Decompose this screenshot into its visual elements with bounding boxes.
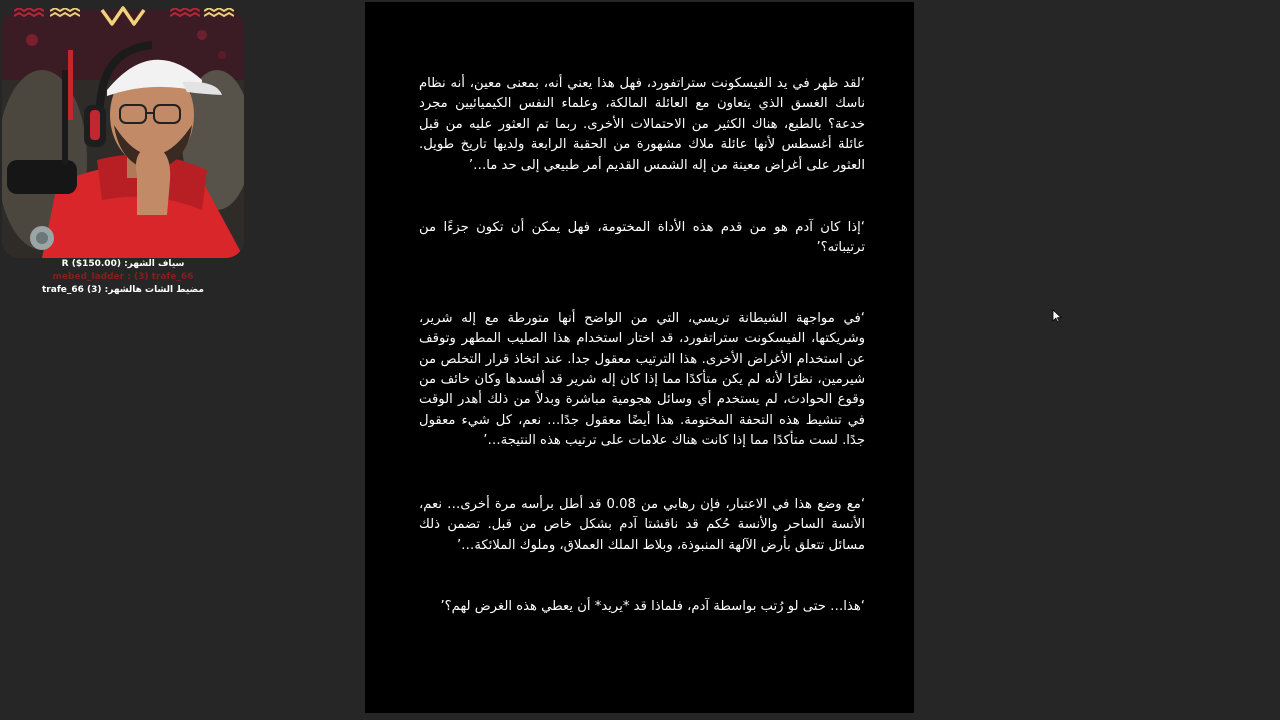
webcam-feed [2, 10, 244, 258]
document-page [365, 2, 914, 713]
crown-icon [100, 6, 146, 28]
stream-alerts [0, 258, 246, 318]
paragraph-1: ‘لقد ظهر في يد الفيسكونت ستراتفورد، فهل هذا يعني أنه، بمعنى معين، أنه نظام ناسك الغسق الذي يتعاون مع العائلة المالكة، وعلماء النفس الكيميائيين مجرد خدعة؟ بالطبع، هناك الكثير من الاحتمالات الأخرى. ربما تم العثور عليه من قبل عائلة أغسطس لأنها عائلة ملاك مشهورة من الحقبة الرابعة ولديها تاريخ طويل. العثور على أغراض معينة من إله الشمس القديم أمر طبيعي إلى حد ما…’ [419, 76, 865, 173]
zigzag-decoration-icon [50, 8, 80, 20]
top-donor-line: سياف الشهر: R ($150.00) [61, 259, 185, 269]
arrow-cursor-icon [1052, 309, 1062, 323]
top-chatter-line: مضيط الشات هالشهر: (3) trafe_66 [42, 285, 204, 295]
paragraph-4: ‘مع وضع هذا في الاعتبار، فإن رهابي من 0.08 قد أطل برأسه مرة أخرى… نعم، الأنسة الساحر والأنسة حُكم قد ناقشتا آدم بشكل خاص من قبل. تضمن ذلك مسائل تتعلق بأرض الآلهة المنبوذة، وبلاط الملك العملاق، وملوك الملائكة…’ [419, 496, 866, 553]
zigzag-decoration-icon [14, 8, 44, 20]
paragraph-5: ‘هذا… حتى لو رُتب بواسطة آدم، فلماذا قد *يريد* أن يعطي هذه الغرض لهم؟’ [440, 598, 865, 614]
paragraph-3: ‘في مواجهة الشيطانة تريسي، التي من الواضح أنها متورطة مع إله شرير، وشريكتها، الفيسكونت ستراتفورد، قد اختار استخدام هذا الصليب المطهر وتوقف عن استخدام الأغراض الأخرى. هذا الترتيب معقول جدا. عند اتخاذ قرار التخلص من شيرمين، نظرًا لأنه لم يكن متأكدًا مما إذا كان إله شرير قد أفسدها وكان خائف من وقوع الحوادث، لم يستخدم أي وسائل هجومية مباشرة وبدلاً من ذلك أهدر الوقت في تنشيط هذه التحفة المختومة. هذا أيضًا معقول جدًا… نعم، كل شيء معقول جدًا. لست متأكدًا مما إذا كانت هناك علامات على ترتيب هذه النتيجة…’ [419, 310, 865, 449]
streamer-illustration [2, 10, 244, 258]
document-text [419, 74, 865, 617]
paragraph-2: ‘إذا كان آدم هو من قدم هذه الأداة المختومة، فهل يمكن أن تكون جزءًا من ترتيباته؟’ [419, 220, 865, 256]
zigzag-decoration-icon [170, 8, 200, 20]
zigzag-decoration-icon [204, 8, 234, 20]
webcam-overlay [0, 6, 246, 258]
alert-line: mebed_ladder : (3) trafe_66 [52, 272, 194, 282]
